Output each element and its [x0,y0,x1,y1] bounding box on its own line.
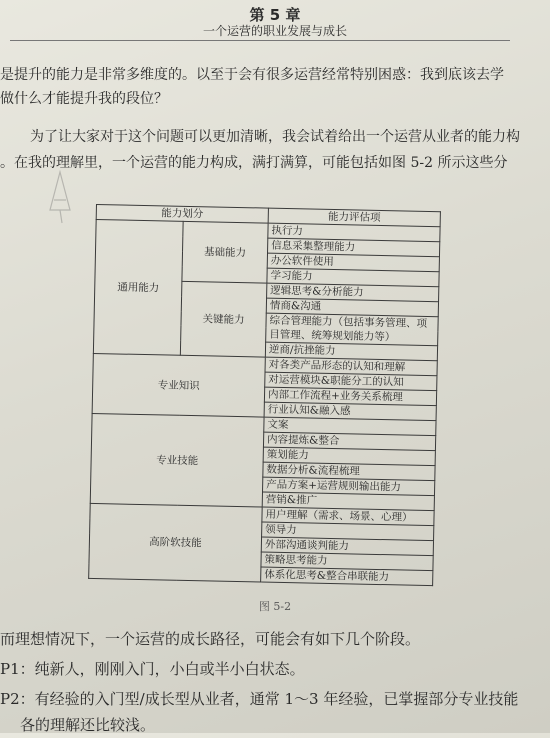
table-cell: 产品方案+运营规则输出能力 [263,477,435,496]
table-cell: 办公软件使用 [267,253,439,272]
table-cell: 营销&推广 [262,492,434,511]
subcategory-key: 关键能力 [180,281,267,357]
subcategory-basic: 基础能力 [182,221,268,283]
table-cell: 综合管理能力（包括事务管理、项 [266,313,438,331]
figure-caption: 图 5-2 [258,600,292,613]
chapter-number: 第 5 章 [249,6,301,24]
table-cell: 体系化思考&整合串联能力 [261,567,433,586]
ability-table [88,204,441,586]
table-cell: 逆商/抗挫能力 [265,342,437,361]
table-cell: 内部工作流程+业务关系梳理 [264,387,436,406]
table-cell: 文案 [264,417,436,436]
para2-line-1: 为了让大家对于这个问题可以更加清晰，我会试着给出一个运营从业者的能力构 [30,129,520,145]
table-cell: 执行力 [268,223,440,242]
table-cell: 领导力 [262,522,434,541]
outro-line-1: 而理想情况下，一个运营的成长路径，可能会有如下几个阶段。 [0,630,421,648]
intro-line-1: 是提升的能力是非常多维度的。以至于会有很多运营经常特别困惑：我到底该去学 [0,67,504,83]
table-header-category: 能力划分 [96,205,268,224]
table-cell: 逻辑思考&分析能力 [267,283,439,302]
outro-line-2: P1：纯新人，刚刚入门，小白或半小白状态。 [0,660,305,678]
category-advanced: 高阶软技能 [89,503,263,582]
header-divider [10,40,510,41]
category-general: 通用能力 [93,220,183,356]
table-cell: 学习能力 [267,268,439,287]
para2-line-2: 。在我的理解里，一个运营的能力构成，满打满算，可能包括如图 5-2 所示这些分 [0,155,508,171]
intro-line-2: 做什么才能提升我的段位？ [0,91,168,107]
table-cell: 对运营模块&职能分工的认知 [265,372,437,391]
chapter-title: 一个运营的职业发展与成长 [202,24,347,38]
table-cell: 目管理、统筹规划能力等） [266,328,438,346]
table-cell: 策略思考能力 [261,552,433,571]
table-cell: 对各类产品形态的认知和理解 [265,357,437,376]
table-header-items: 能力评估项 [268,208,440,227]
category-skills: 专业技能 [90,413,264,507]
table-cell: 用户理解（需求、场景、心理） [262,507,434,526]
category-knowledge: 专业知识 [92,353,265,417]
table-cell: 信息采集整理能力 [268,238,440,257]
table-cell: 数据分析&流程梳理 [263,462,435,481]
table-cell: 行业认知&融入感 [264,402,436,421]
outro-line-4: 各的理解还比较浅。 [20,716,156,734]
outro-line-3: P2：有经验的入门型/成长型从业者，通常 1～3 年经验，已掌握部分专业技能 [0,690,519,708]
table-cell: 外部沟通谈判能力 [261,537,433,556]
pencil-sketch-mark [40,170,80,225]
table-cell: 内容提炼&整合 [263,432,435,451]
table-cell: 策划能力 [263,447,435,466]
table-cell: 情商&沟通 [266,298,438,317]
